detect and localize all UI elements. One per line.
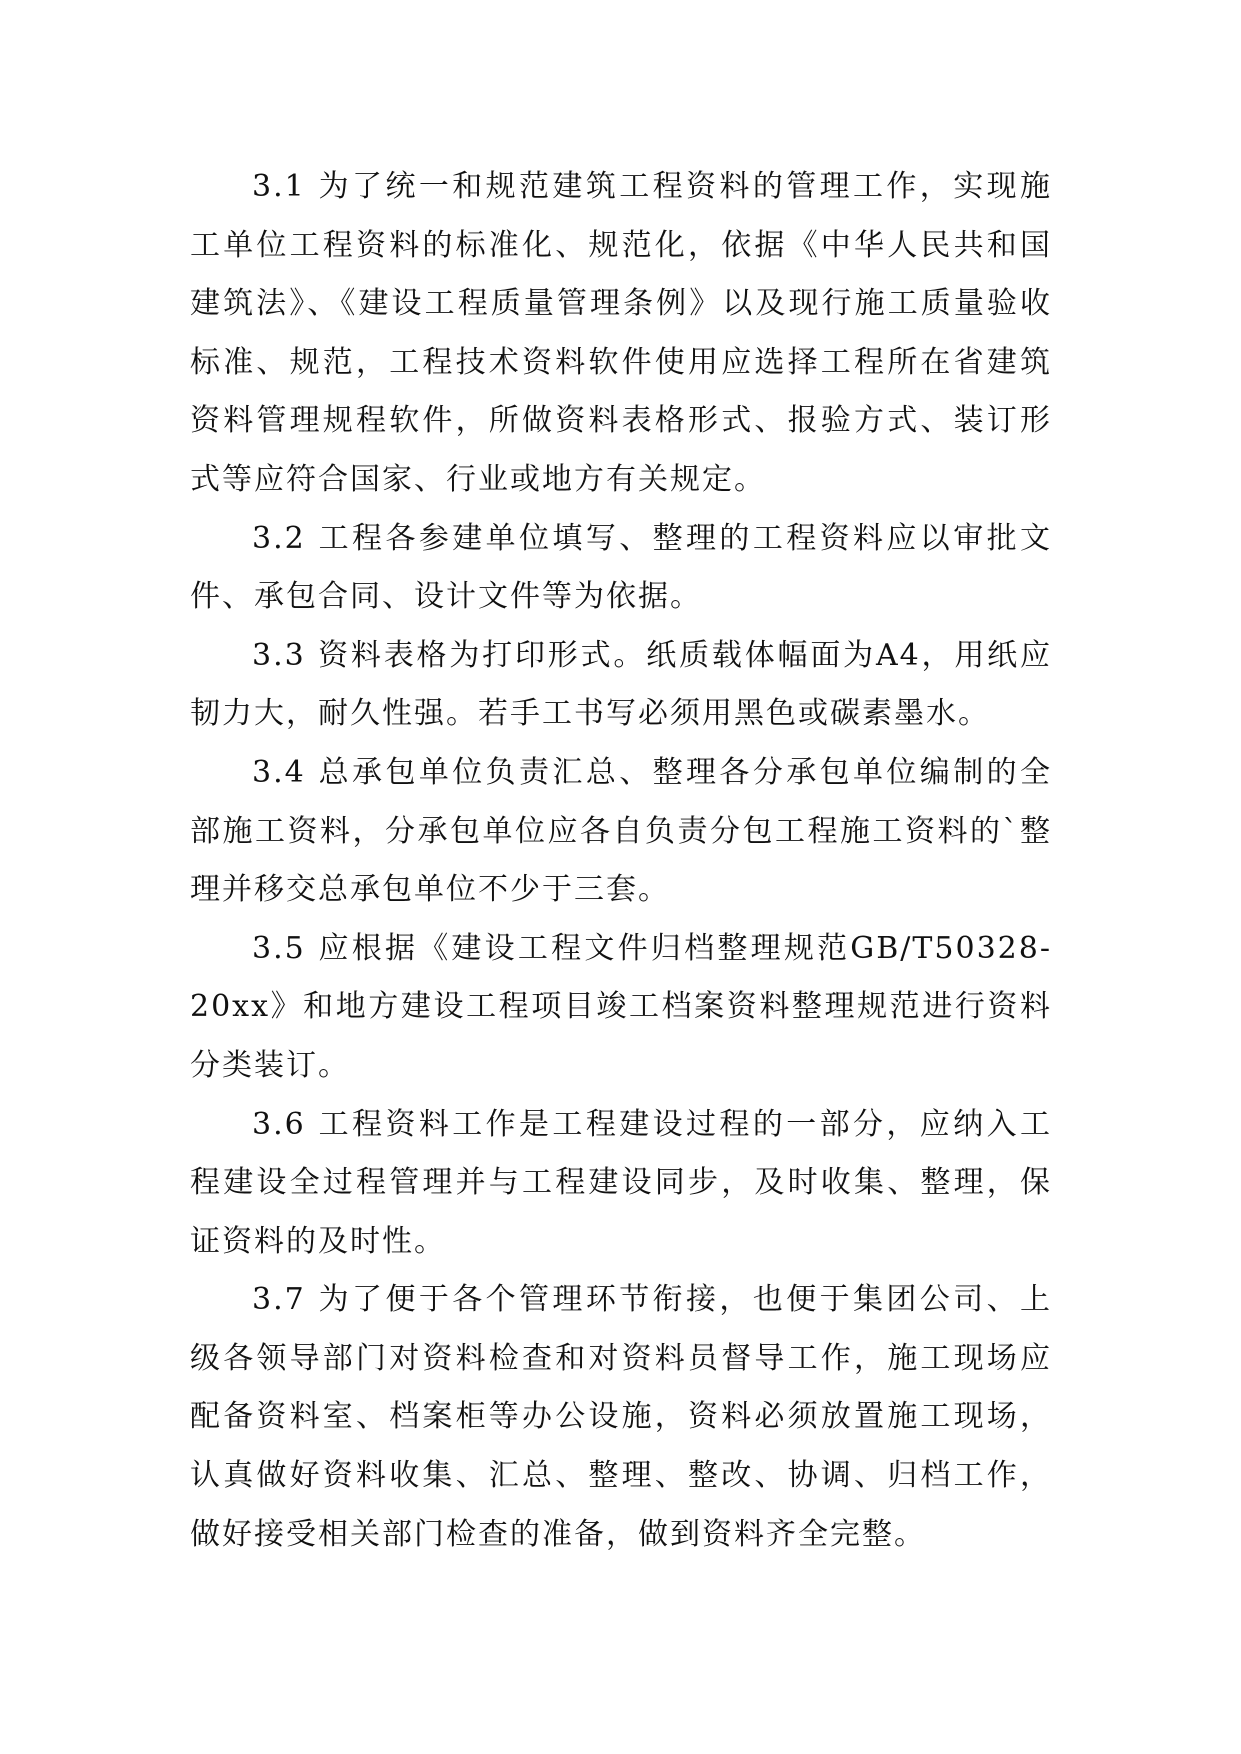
paragraph-3-7: 3.7 为了便于各个管理环节衔接，也便于集团公司、上级各领导部门对资料检查和对资料员督导工作，施工现场应配备资料室、档案柜等办公设施，资料必须放置施工现场，认真做好资料收集、汇总、整理、整改、协调、归档工作，做好接受相关部门检查的准备，做到资料齐全完整。 xyxy=(190,1282,1052,1552)
document-body xyxy=(190,158,1052,1564)
paragraph-3-3: 3.3 资料表格为打印形式。纸质载体幅面为A4，用纸应韧力大，耐久性强。若手工书写必须用黑色或碳素墨水。 xyxy=(190,637,1052,732)
paragraph-3-4: 3.4 总承包单位负责汇总、整理各分承包单位编制的全部施工资料，分承包单位应各自负责分包工程施工资料的`整理并移交总承包单位不少于三套。 xyxy=(190,754,1052,908)
paragraph-3-5: 3.5 应根据《建设工程文件归档整理规范GB/T50328-20xx》和地方建设工程项目竣工档案资料整理规范进行资料分类装订。 xyxy=(190,930,1052,1083)
paragraph-3-2: 3.2 工程各参建单位填写、整理的工程资料应以审批文件、承包合同、设计文件等为依据。 xyxy=(190,520,1052,615)
paragraph-3-1: 3.1 为了统一和规范建筑工程资料的管理工作，实现施工单位工程资料的标准化、规范化，依据《中华人民共和国建筑法》、《建设工程质量管理条例》以及现行施工质量验收标准、规范，工程技术资料软件使用应选择工程所在省建筑资料管理规程软件，所做资料表格形式、报验方式、装订形式等应符合国家、行业或地方有关规定。 xyxy=(190,169,1052,497)
paragraph-3-6: 3.6 工程资料工作是工程建设过程的一部分，应纳入工程建设全过程管理并与工程建设同步，及时收集、整理，保证资料的及时性。 xyxy=(190,1106,1052,1259)
